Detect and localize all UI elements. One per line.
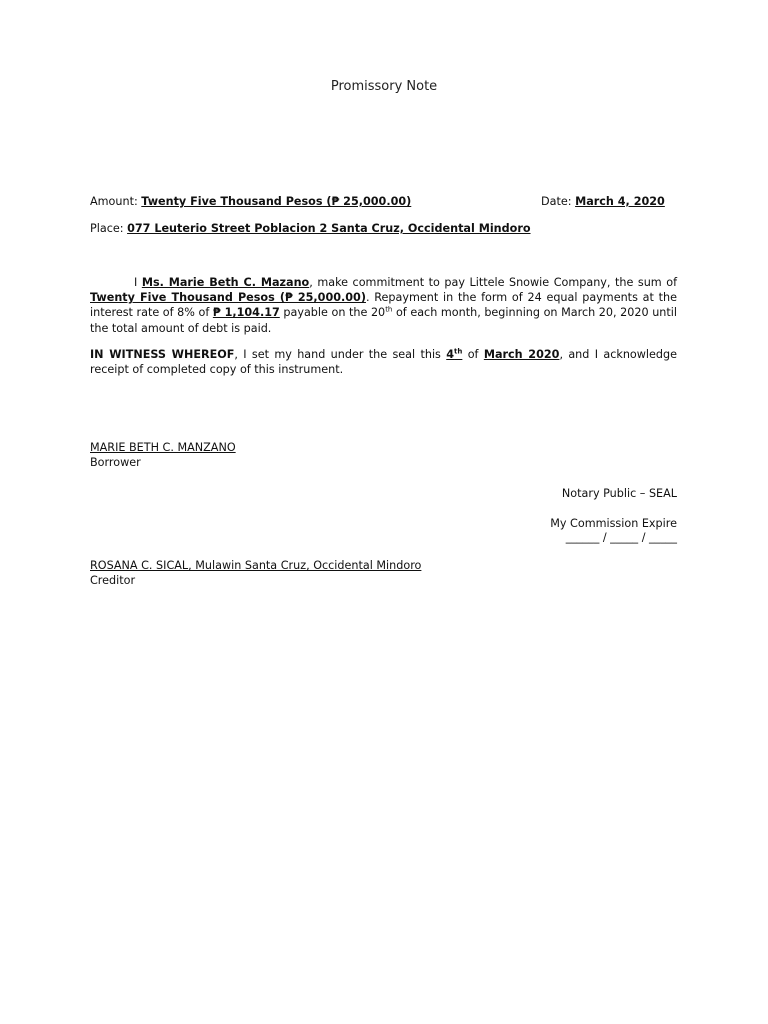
para1-text1: , make commitment to pay Littele Snowie Company, the sum of bbox=[309, 276, 678, 289]
para2-text3: , and I acknowledge receipt of completed copy of this instrument. bbox=[90, 348, 677, 377]
witness-month: March 2020 bbox=[483, 348, 560, 361]
place-value: 077 Leuterio Street Poblacion 2 Santa Cruz, Occidental Mindoro bbox=[127, 222, 531, 235]
amount-value: Twenty Five Thousand Pesos (₱ 25,000.00) bbox=[141, 195, 412, 208]
witness-day-number: 4 bbox=[446, 348, 455, 361]
commission-expire-label: My Commission Expire bbox=[550, 517, 677, 530]
payment-amount: ₱ 1,104.17 bbox=[212, 306, 280, 320]
place-line bbox=[90, 222, 531, 235]
witness-day bbox=[446, 348, 462, 361]
creditor-role: Creditor bbox=[90, 574, 136, 587]
borrower-name-inline: Ms. Marie Beth C. Mazano bbox=[141, 276, 310, 289]
commitment-paragraph bbox=[90, 275, 677, 336]
para2-text1: , I set my hand under the seal this bbox=[234, 348, 447, 361]
para1-text3: payable on the 20 bbox=[279, 306, 386, 320]
commission-date-blanks: ______ / _____ / _____ bbox=[565, 531, 677, 544]
para1-text2: . Repayment in the form of 24 equal payments at the interest rate of 8% of bbox=[90, 291, 678, 320]
date-label: Date: bbox=[541, 195, 572, 208]
amount-label: Amount: bbox=[90, 195, 138, 208]
creditor-name: ROSANA C. SICAL, Mulawin Santa Cruz, Occidental Mindoro bbox=[90, 559, 422, 572]
borrower-name: MARIE BETH C. MANZANO bbox=[90, 441, 236, 454]
witness-lead: IN WITNESS WHEREOF bbox=[90, 348, 235, 361]
sum-inline: Twenty Five Thousand Pesos (₱ 25,000.00) bbox=[90, 291, 366, 305]
witness-paragraph bbox=[90, 347, 677, 377]
borrower-role: Borrower bbox=[90, 456, 141, 469]
para1-start: I bbox=[134, 276, 142, 289]
para2-text2: of bbox=[462, 348, 484, 361]
place-label: Place: bbox=[90, 222, 124, 235]
witness-day-sup: th bbox=[454, 347, 463, 356]
borrower-signature-name bbox=[90, 441, 236, 454]
document-title: Promissory Note bbox=[330, 79, 438, 94]
para1-text4: of each month, beginning on March 20, 2020 until the total amount of debt is paid. bbox=[90, 306, 677, 335]
creditor-signature-name bbox=[90, 559, 421, 572]
amount-line bbox=[90, 195, 411, 208]
notary-seal-label: Notary Public – SEAL bbox=[561, 487, 677, 500]
para1-sup: th bbox=[385, 305, 393, 314]
date-value: March 4, 2020 bbox=[575, 195, 665, 208]
date-line bbox=[541, 195, 665, 208]
